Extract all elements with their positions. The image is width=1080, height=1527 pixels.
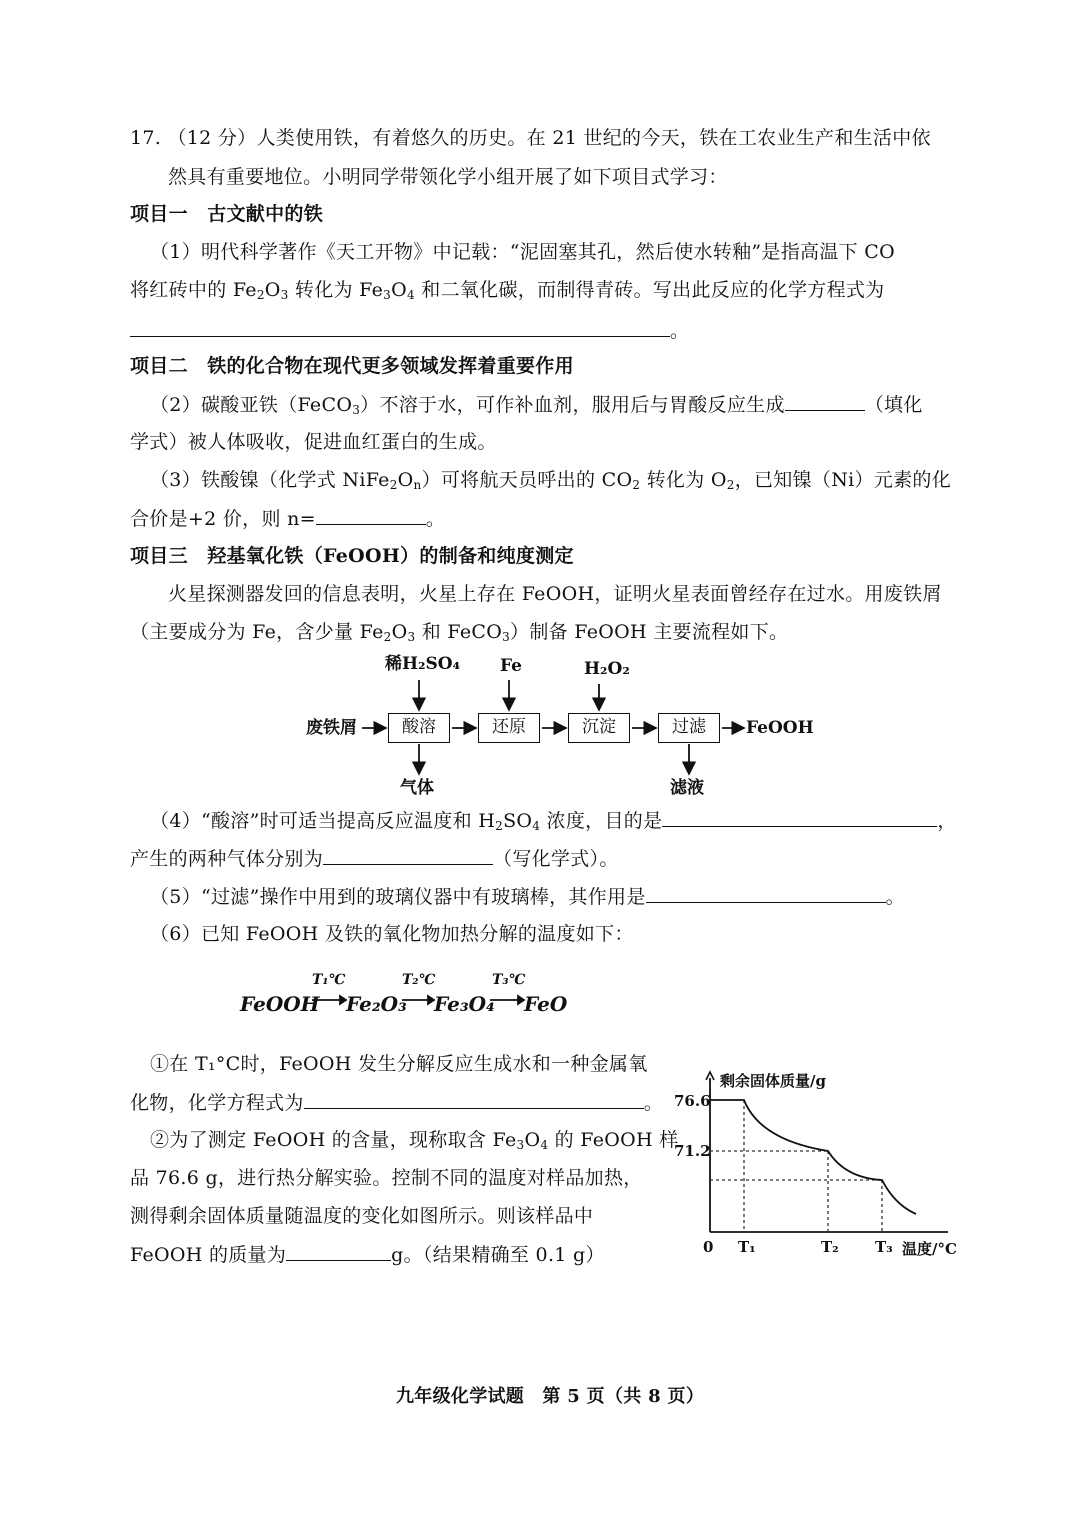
decomp-temp-t3: T₃℃	[492, 972, 526, 988]
p3-text-d: ）制备 FeOOH 主要流程如下。	[510, 621, 789, 643]
sub-4: 4	[532, 819, 541, 833]
q6a-line1: ①在 T₁°C时，FeOOH 发生分解反应生成水和一种金属氧	[150, 1053, 648, 1075]
flow-step-reduce: 还原	[478, 713, 540, 743]
q4-text-c: 浓度，目的是	[540, 810, 663, 832]
sub-4: 4	[407, 288, 415, 302]
chart-xlabel: 温度/°C	[902, 1240, 957, 1258]
sub-2: 2	[632, 478, 641, 492]
sub-n: n	[413, 478, 422, 492]
chart-origin-label: 0	[703, 1238, 714, 1256]
p3-text-b: O	[391, 621, 408, 643]
sub-3: 3	[280, 288, 289, 302]
q4-comma: ，	[937, 810, 957, 832]
chart-ytick-71-2: 71.2	[674, 1142, 711, 1160]
sub-2: 2	[726, 478, 735, 492]
q2-text-c: （填化	[864, 394, 923, 416]
q4-text-d: 产生的两种气体分别为	[130, 848, 324, 870]
flow-reagent-fe: Fe	[500, 656, 522, 676]
project2-title: 项目二 铁的化合物在现代更多领域发挥着重要作用	[130, 355, 574, 377]
p3-line1: 火星探测器发回的信息表明，火星上存在 FeOOH，证明火星表面曾经存在过水。用废铁屑	[168, 583, 942, 605]
q2-text-a: （2）碳酸亚铁（FeCO	[150, 394, 353, 416]
q3-text-d: 转化为 O	[640, 469, 727, 491]
q6b-text-d: FeOOH 的质量为	[130, 1244, 287, 1266]
flow-reagent-dilute-h2so4: 稀H₂SO₄	[385, 654, 461, 674]
flow-step-filter: 过滤	[658, 713, 720, 743]
project1-title: 项目一 古文献中的铁	[130, 203, 324, 225]
q1-period: 。	[670, 320, 690, 342]
q6b-line2: 品 76.6 g，进行热分解实验。控制不同的温度对样品加热，	[130, 1167, 643, 1189]
q1-text-c: 转化为 Fe	[288, 279, 384, 301]
q3-text-e: ，已知镍（Ni）元素的化	[734, 469, 951, 491]
decomp-temp-t1: T₁℃	[312, 972, 346, 988]
sub-2: 2	[256, 288, 265, 302]
flow-product: FeOOH	[746, 718, 814, 738]
q4-text-b: SO	[503, 810, 533, 832]
q1-text-a: 将红砖中的 Fe	[130, 279, 257, 301]
q6b-text-c: 的 FeOOH 样	[548, 1129, 679, 1151]
sub-2: 2	[495, 819, 504, 833]
chart-xtick-t2: T₂	[821, 1238, 839, 1256]
q6b-text-b: O	[524, 1129, 541, 1151]
q6b-text-e: g。（结果精确至 0.1 g）	[391, 1244, 605, 1266]
sub-3: 3	[407, 630, 416, 644]
page-footer: 九年级化学试题 第 5 页（共 8 页）	[396, 1386, 705, 1407]
q6b-line3: 测得剩余固体质量随温度的变化如图所示。则该样品中	[130, 1205, 594, 1227]
q4-text-a: （4）“酸溶”时可适当提高反应温度和 H	[150, 810, 496, 832]
q4-text-e: （写化学式）。	[493, 848, 619, 870]
q6a-text: 化物，化学方程式为	[130, 1092, 304, 1114]
q1-text-e: 和二氧化碳，而制得青砖。写出此反应的化学方程式为	[414, 279, 885, 301]
q2-line2: 学式）被人体吸收，促进血红蛋白的生成。	[130, 431, 497, 453]
decomp-feooh: FeOOH	[240, 992, 320, 1016]
p3-text-a: （主要成分为 Fe，含少量 Fe	[130, 621, 384, 643]
chart-xtick-t1: T₁	[738, 1238, 756, 1256]
decomp-feo: FeO	[524, 992, 568, 1016]
flow-output-gas: 气体	[400, 778, 434, 798]
p3-text-c: 和 FeCO	[415, 621, 503, 643]
chart-ytick-76-6: 76.6	[674, 1092, 711, 1110]
q3-text-f: 合价是+2 价，则 n=	[130, 508, 316, 530]
q1-line1: （1）明代科学著作《天工开物》中记载：“泥固塞其孔，然后使水转釉”是指高温下 CO	[150, 241, 895, 263]
q3-text-a: （3）铁酸镍（化学式 NiFe	[150, 469, 390, 491]
chart-xtick-t3: T₃	[875, 1238, 893, 1256]
q6-line: （6）已知 FeOOH 及铁的氧化物加热分解的温度如下：	[150, 923, 634, 945]
q1-text-d: O	[391, 279, 407, 301]
chart-series-line	[710, 1100, 916, 1214]
q5-text: （5）“过滤”操作中用到的玻璃仪器中有玻璃棒，其作用是	[150, 886, 646, 908]
sub-2: 2	[389, 478, 398, 492]
sub-3: 3	[516, 1138, 525, 1152]
question-intro-line1: 17. （12 分）人类使用铁，有着悠久的历史。在 21 世纪的今天，铁在工农业生产和生活中依	[130, 127, 931, 149]
sub-2: 2	[383, 630, 392, 644]
decomp-fe3o4: Fe₃O₄	[434, 992, 495, 1016]
question-intro-line2: 然具有重要地位。小明同学带领化学小组开展了如下项目式学习：	[168, 166, 728, 188]
q6a-period: 。	[643, 1092, 664, 1114]
sub-3: 3	[352, 403, 361, 417]
sub-3: 3	[383, 288, 392, 302]
sub-3: 3	[502, 630, 511, 644]
q1-text-b: O	[264, 279, 281, 301]
q3-text-c: ）可将航天员呼出的 CO	[421, 469, 633, 491]
decomp-temp-t2: T₂℃	[402, 972, 436, 988]
flow-reagent-h2o2: H₂O₂	[584, 659, 630, 679]
q5-period: 。	[885, 886, 905, 908]
flow-step-precipitate: 沉淀	[568, 713, 630, 743]
q6b-text-a: ②为了测定 FeOOH 的含量，现称取含 Fe	[150, 1129, 517, 1151]
flow-raw-material: 废铁屑	[306, 718, 357, 738]
flow-output-filtrate: 滤液	[670, 778, 704, 798]
q3-text-b: O	[397, 469, 414, 491]
sub-4: 4	[540, 1138, 549, 1152]
flow-step-acid-dissolve: 酸溶	[388, 713, 450, 743]
project3-title: 项目三 羟基氧化铁（FeOOH）的制备和纯度测定	[130, 545, 574, 567]
decomp-fe2o3: Fe₂O₃	[346, 992, 407, 1016]
chart-ylabel: 剩余固体质量/g	[720, 1072, 826, 1090]
q2-text-b: ）不溶于水，可作补血剂，服用后与胃酸反应生成	[360, 394, 785, 416]
q3-period: 。	[425, 508, 446, 530]
